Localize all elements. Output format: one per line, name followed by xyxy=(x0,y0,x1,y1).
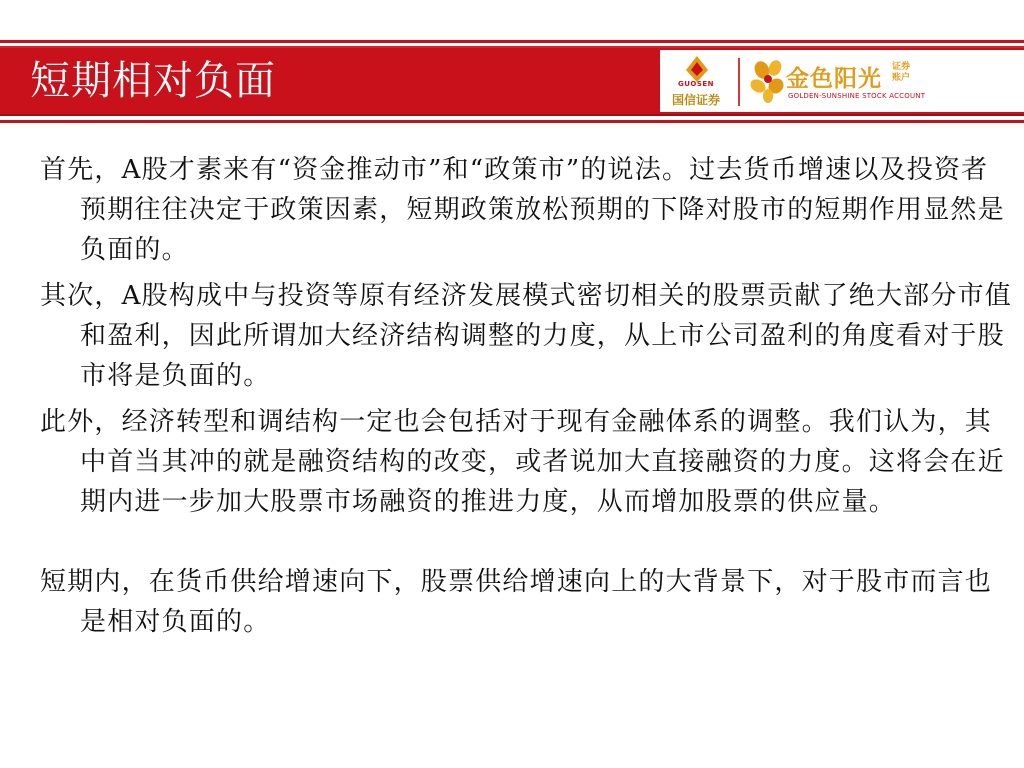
guosen-logo-cn: 国信证券 xyxy=(671,93,720,107)
logo-divider xyxy=(738,58,740,106)
guosen-logo-en: GUOSEN xyxy=(677,80,715,88)
logo-panel xyxy=(660,50,1024,112)
body-text xyxy=(40,150,1015,648)
paragraph-finance: 此外，经济转型和调结构一定也会包括对于现有金融体系的调整。我们认为，其中首当其冲的就是融资结构的改变，或者说加大直接融资的力度。这将会在近期内进一步加大股票市场融资的推进力度，从而增加股票的供应量。 xyxy=(40,407,1005,517)
slide-title: 短期相对负面 xyxy=(30,58,276,104)
sunshine-logo-badge: 证券账户 xyxy=(892,62,911,83)
header-rule-top xyxy=(0,40,1024,43)
paragraph-structure: 其次，A股构成中与投资等原有经济发展模式密切相关的股票贡献了绝大部分市值和盈利，因此所谓加大经济结构调整的力度，从上市公司盈利的角度看对于股市将是负面的。 xyxy=(40,281,1012,391)
sunshine-logo-en: GOLDEN-SUNSHINE STOCK ACCOUNT xyxy=(788,92,926,100)
header-rule-bottom xyxy=(0,120,1024,123)
paragraph-policy: 首先，A股才素来有“资金推动市”和“政策市”的说法。过去货币增速以及投资者预期往往决定于政策因素，短期政策放松预期的下降对股市的短期作用显然是负面的。 xyxy=(40,155,1005,265)
sunflower-icon xyxy=(748,56,788,106)
sunshine-logo-cn: 金色阳光 xyxy=(786,66,882,92)
paragraph-summary: 短期内，在货币供给增速向下，股票供给增速向上的大背景下，对于股市而言也是相对负面的。 xyxy=(40,567,993,637)
